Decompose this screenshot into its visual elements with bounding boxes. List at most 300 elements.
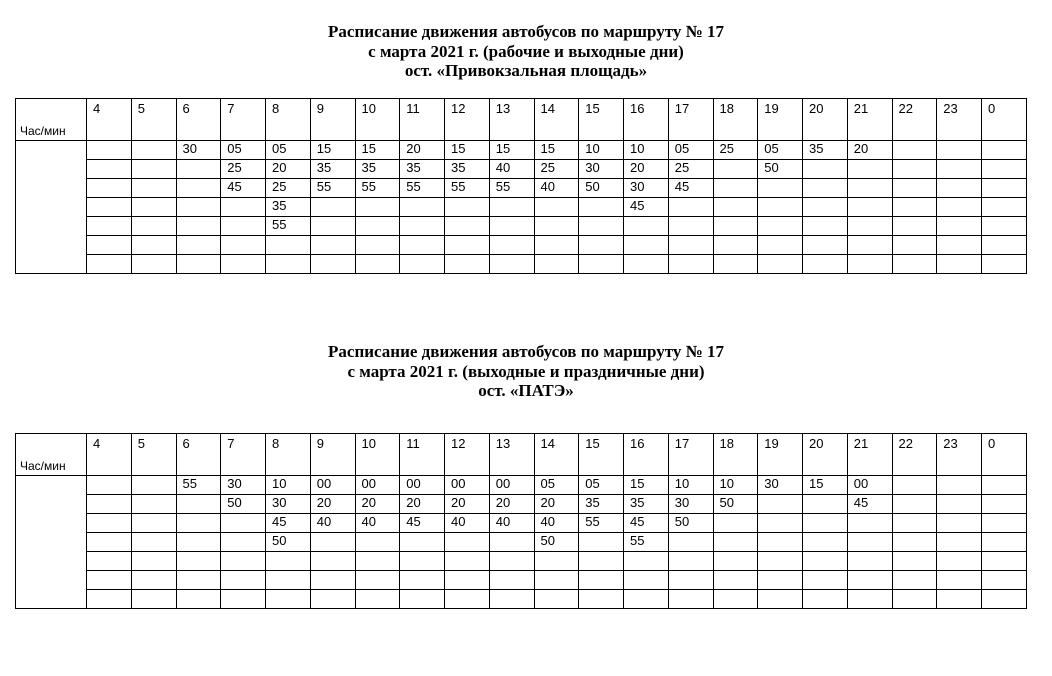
minute-cell (937, 533, 982, 552)
schedule-title-line-3: ост. «ПАТЭ» (478, 381, 574, 400)
minute-cell (176, 236, 221, 255)
minute-cell (713, 533, 758, 552)
minute-cell: 50 (266, 533, 311, 552)
minute-cell: 30 (668, 495, 713, 514)
minute-row (16, 217, 1027, 236)
schedule-title-line-3: ост. «Привокзальная площадь» (404, 61, 648, 80)
minute-cell (131, 198, 176, 217)
hour-minute-corner-label: Час/мин (16, 99, 87, 141)
minute-cell (937, 160, 982, 179)
minute-cell: 30 (266, 495, 311, 514)
minute-cell (624, 236, 669, 255)
hour-header-cell: 4 (87, 434, 132, 476)
minute-cell (579, 236, 624, 255)
minute-cell (982, 533, 1027, 552)
minute-cell: 10 (579, 141, 624, 160)
minute-cell (847, 255, 892, 274)
minute-cell (221, 533, 266, 552)
minute-cell (713, 217, 758, 236)
minute-cell (803, 179, 848, 198)
minute-cell (131, 217, 176, 236)
minute-cell: 15 (803, 476, 848, 495)
hour-minute-corner-label: Час/мин (16, 434, 87, 476)
minute-cell (713, 514, 758, 533)
minute-cell: 20 (534, 495, 579, 514)
minute-cell (266, 255, 311, 274)
minute-row (16, 476, 1027, 495)
minute-cell: 40 (534, 179, 579, 198)
minute-cell (579, 255, 624, 274)
minute-cell (131, 160, 176, 179)
hour-header-cell: 18 (713, 99, 758, 141)
minute-cell: 30 (579, 160, 624, 179)
minute-cell: 10 (713, 476, 758, 495)
minute-cell (489, 217, 534, 236)
minute-cell (758, 552, 803, 571)
minute-cell (400, 198, 445, 217)
minute-cell (310, 590, 355, 609)
minute-cell: 20 (445, 495, 490, 514)
hour-header-cell: 7 (221, 99, 266, 141)
minute-cell (445, 533, 490, 552)
minute-cell (355, 590, 400, 609)
row-label-cell (16, 141, 87, 274)
minute-cell (176, 160, 221, 179)
minute-cell: 40 (355, 514, 400, 533)
hour-header-cell: 0 (982, 99, 1027, 141)
hour-header-cell: 19 (758, 434, 803, 476)
minute-cell: 20 (266, 160, 311, 179)
minute-cell (131, 179, 176, 198)
minute-cell (131, 533, 176, 552)
minute-cell (176, 255, 221, 274)
minute-cell: 35 (310, 160, 355, 179)
minute-cell (176, 533, 221, 552)
hour-header-cell: 5 (131, 99, 176, 141)
minute-cell (803, 552, 848, 571)
minute-cell (87, 160, 132, 179)
minute-cell (668, 533, 713, 552)
hour-header-cell: 22 (892, 99, 937, 141)
hour-header-cell: 11 (400, 434, 445, 476)
minute-cell: 55 (445, 179, 490, 198)
minute-cell (221, 255, 266, 274)
minute-cell: 00 (445, 476, 490, 495)
hour-header-cell: 18 (713, 434, 758, 476)
minute-cell (668, 255, 713, 274)
minute-cell (131, 141, 176, 160)
minute-cell: 35 (355, 160, 400, 179)
minute-cell: 35 (803, 141, 848, 160)
minute-row (16, 198, 1027, 217)
minute-cell (489, 198, 534, 217)
minute-cell (803, 198, 848, 217)
minute-cell (355, 236, 400, 255)
minute-cell (937, 590, 982, 609)
minute-cell (892, 552, 937, 571)
minute-row (16, 160, 1027, 179)
minute-cell (176, 552, 221, 571)
minute-cell (803, 160, 848, 179)
schedule-title-line-1: Расписание движения автобусов по маршруту № 17 (328, 22, 724, 41)
minute-cell (176, 217, 221, 236)
minute-cell (713, 590, 758, 609)
minute-cell (847, 514, 892, 533)
minute-cell (310, 571, 355, 590)
minute-cell (668, 198, 713, 217)
hour-header-cell: 7 (221, 434, 266, 476)
minute-cell (937, 179, 982, 198)
minute-cell: 45 (221, 179, 266, 198)
hour-header-cell: 0 (982, 434, 1027, 476)
minute-cell (982, 514, 1027, 533)
minute-cell (892, 179, 937, 198)
minute-cell (892, 514, 937, 533)
minute-cell (803, 236, 848, 255)
hour-header-cell: 20 (803, 99, 848, 141)
minute-cell (87, 255, 132, 274)
minute-cell (445, 217, 490, 236)
hour-header-cell: 4 (87, 99, 132, 141)
minute-cell (803, 514, 848, 533)
minute-cell (892, 495, 937, 514)
minute-cell (400, 236, 445, 255)
minute-cell (534, 590, 579, 609)
minute-cell: 05 (579, 476, 624, 495)
minute-cell (847, 179, 892, 198)
schedule-title-line-2: с марта 2021 г. (рабочие и выходные дни) (368, 41, 684, 61)
minute-cell (310, 198, 355, 217)
minute-cell (445, 590, 490, 609)
minute-cell (624, 590, 669, 609)
hour-header-row (16, 434, 1027, 476)
minute-cell (937, 552, 982, 571)
minute-cell (400, 571, 445, 590)
minute-cell: 50 (668, 514, 713, 533)
minute-cell: 35 (400, 160, 445, 179)
minute-cell (758, 217, 803, 236)
minute-cell (982, 571, 1027, 590)
minute-cell (131, 514, 176, 533)
minute-cell (221, 590, 266, 609)
minute-cell (87, 179, 132, 198)
minute-cell: 50 (579, 179, 624, 198)
minute-cell (892, 141, 937, 160)
minute-cell: 50 (534, 533, 579, 552)
minute-cell (266, 590, 311, 609)
minute-cell (892, 571, 937, 590)
minute-cell: 20 (489, 495, 534, 514)
minute-cell: 00 (310, 476, 355, 495)
hour-header-cell: 16 (624, 434, 669, 476)
minute-cell (87, 141, 132, 160)
minute-row (16, 533, 1027, 552)
minute-row (16, 495, 1027, 514)
minute-cell (87, 514, 132, 533)
hour-header-cell: 19 (758, 99, 803, 141)
minute-cell (176, 514, 221, 533)
schedule-1 (0, 22, 1052, 81)
hour-header-cell: 15 (579, 434, 624, 476)
minute-row (16, 514, 1027, 533)
minute-cell (982, 495, 1027, 514)
minute-cell (534, 255, 579, 274)
minute-cell (758, 198, 803, 217)
minute-row (16, 179, 1027, 198)
minute-cell: 25 (668, 160, 713, 179)
minute-cell (803, 590, 848, 609)
minute-cell (445, 571, 490, 590)
minute-cell: 45 (624, 198, 669, 217)
minute-cell (937, 514, 982, 533)
minute-cell (176, 179, 221, 198)
minute-cell: 15 (445, 141, 490, 160)
hour-header-cell: 15 (579, 99, 624, 141)
minute-cell: 30 (221, 476, 266, 495)
minute-cell (355, 552, 400, 571)
minute-cell (668, 236, 713, 255)
minute-cell: 05 (668, 141, 713, 160)
minute-cell: 25 (221, 160, 266, 179)
minute-cell (579, 198, 624, 217)
minute-cell (87, 571, 132, 590)
hour-header-cell: 16 (624, 99, 669, 141)
minute-cell (87, 533, 132, 552)
minute-cell (624, 571, 669, 590)
minute-cell (579, 571, 624, 590)
hour-header-cell: 5 (131, 434, 176, 476)
minute-cell (579, 217, 624, 236)
minute-cell (847, 160, 892, 179)
minute-cell (847, 533, 892, 552)
schedule-table-1 (15, 98, 1027, 274)
minute-cell: 45 (400, 514, 445, 533)
minute-cell (758, 255, 803, 274)
minute-cell (803, 217, 848, 236)
hour-header-cell: 14 (534, 434, 579, 476)
minute-cell (937, 476, 982, 495)
minute-cell (982, 179, 1027, 198)
minute-cell (131, 495, 176, 514)
minute-cell (445, 552, 490, 571)
minute-cell (937, 571, 982, 590)
minute-cell (892, 533, 937, 552)
minute-cell (221, 198, 266, 217)
minute-cell (937, 198, 982, 217)
minute-cell: 00 (489, 476, 534, 495)
minute-cell: 30 (624, 179, 669, 198)
minute-cell (892, 590, 937, 609)
minute-cell: 20 (624, 160, 669, 179)
hour-header-cell: 13 (489, 99, 534, 141)
minute-cell: 20 (400, 495, 445, 514)
minute-cell (758, 179, 803, 198)
minute-cell (579, 590, 624, 609)
minute-cell: 20 (400, 141, 445, 160)
minute-cell (668, 552, 713, 571)
minute-cell (534, 198, 579, 217)
minute-cell: 40 (310, 514, 355, 533)
minute-cell (176, 571, 221, 590)
minute-cell (87, 590, 132, 609)
hour-header-cell: 20 (803, 434, 848, 476)
hour-header-cell: 11 (400, 99, 445, 141)
minute-cell (489, 571, 534, 590)
minute-cell (176, 495, 221, 514)
minute-cell (87, 476, 132, 495)
minute-cell: 20 (847, 141, 892, 160)
minute-cell: 35 (445, 160, 490, 179)
minute-cell: 40 (534, 514, 579, 533)
minute-cell (579, 552, 624, 571)
hour-header-cell: 21 (847, 434, 892, 476)
minute-cell (982, 590, 1027, 609)
minute-cell (937, 217, 982, 236)
schedule-title-line-1: Расписание движения автобусов по маршруту № 17 (328, 342, 724, 361)
minute-cell: 05 (758, 141, 803, 160)
minute-cell: 40 (489, 514, 534, 533)
minute-cell (982, 476, 1027, 495)
minute-cell (803, 571, 848, 590)
minute-cell (221, 217, 266, 236)
minute-cell (892, 236, 937, 255)
minute-cell: 20 (355, 495, 400, 514)
minute-cell (534, 552, 579, 571)
minute-cell: 00 (400, 476, 445, 495)
minute-cell: 35 (266, 198, 311, 217)
minute-cell (221, 571, 266, 590)
minute-row (16, 590, 1027, 609)
minute-cell (310, 236, 355, 255)
minute-cell (355, 198, 400, 217)
minute-cell (713, 160, 758, 179)
hour-header-cell: 8 (266, 434, 311, 476)
hour-header-cell: 8 (266, 99, 311, 141)
minute-cell: 25 (534, 160, 579, 179)
minute-cell (87, 495, 132, 514)
minute-cell (400, 533, 445, 552)
hour-header-cell: 9 (310, 99, 355, 141)
minute-cell (176, 198, 221, 217)
minute-cell (847, 590, 892, 609)
hour-header-row (16, 99, 1027, 141)
minute-cell: 55 (310, 179, 355, 198)
minute-cell: 05 (221, 141, 266, 160)
minute-cell (534, 571, 579, 590)
minute-cell: 40 (445, 514, 490, 533)
minute-cell (221, 514, 266, 533)
minute-cell (982, 217, 1027, 236)
minute-cell: 25 (266, 179, 311, 198)
minute-cell (758, 495, 803, 514)
hour-header-cell: 6 (176, 434, 221, 476)
minute-cell (266, 236, 311, 255)
hour-header-cell: 9 (310, 434, 355, 476)
minute-cell (400, 255, 445, 274)
minute-cell: 30 (758, 476, 803, 495)
hour-header-cell: 14 (534, 99, 579, 141)
minute-cell (892, 217, 937, 236)
minute-cell (892, 160, 937, 179)
minute-cell: 05 (266, 141, 311, 160)
minute-cell: 00 (355, 476, 400, 495)
minute-cell (87, 198, 132, 217)
minute-cell (982, 552, 1027, 571)
minute-cell (624, 255, 669, 274)
minute-cell (847, 198, 892, 217)
minute-cell (534, 236, 579, 255)
minute-cell (624, 552, 669, 571)
minute-cell (937, 255, 982, 274)
minute-cell (489, 552, 534, 571)
minute-cell (937, 236, 982, 255)
minute-row (16, 255, 1027, 274)
minute-cell (400, 217, 445, 236)
minute-row (16, 552, 1027, 571)
minute-cell (355, 217, 400, 236)
minute-cell (892, 198, 937, 217)
minute-cell: 35 (624, 495, 669, 514)
schedule-2 (0, 342, 1052, 401)
minute-cell: 55 (400, 179, 445, 198)
minute-cell (266, 552, 311, 571)
hour-header-cell: 17 (668, 99, 713, 141)
minute-cell: 40 (489, 160, 534, 179)
minute-cell (87, 217, 132, 236)
minute-cell: 45 (847, 495, 892, 514)
minute-cell (131, 590, 176, 609)
minute-cell (310, 552, 355, 571)
hour-header-cell: 12 (445, 99, 490, 141)
minute-cell (310, 217, 355, 236)
minute-cell: 15 (534, 141, 579, 160)
minute-cell: 45 (668, 179, 713, 198)
minute-cell (713, 255, 758, 274)
minute-cell (310, 255, 355, 274)
minute-cell (131, 236, 176, 255)
row-label-cell (16, 476, 87, 609)
minute-cell (937, 495, 982, 514)
minute-cell (131, 571, 176, 590)
minute-cell: 05 (534, 476, 579, 495)
minute-cell (758, 590, 803, 609)
schedule-title-line-2: с марта 2021 г. (выходные и праздничные дни) (347, 361, 705, 381)
minute-cell (221, 236, 266, 255)
minute-cell (758, 571, 803, 590)
minute-row (16, 236, 1027, 255)
minute-row (16, 571, 1027, 590)
minute-cell: 45 (624, 514, 669, 533)
minute-cell (803, 255, 848, 274)
minute-cell: 55 (489, 179, 534, 198)
minute-cell (266, 571, 311, 590)
minute-cell (847, 236, 892, 255)
hour-header-cell: 13 (489, 434, 534, 476)
minute-cell (937, 141, 982, 160)
minute-cell (803, 533, 848, 552)
minute-cell (668, 217, 713, 236)
minute-cell: 00 (847, 476, 892, 495)
minute-cell (355, 533, 400, 552)
hour-header-cell: 12 (445, 434, 490, 476)
minute-cell (87, 236, 132, 255)
minute-cell (982, 160, 1027, 179)
minute-cell (713, 552, 758, 571)
minute-cell (400, 590, 445, 609)
minute-cell: 35 (579, 495, 624, 514)
minute-cell (131, 255, 176, 274)
minute-cell: 15 (310, 141, 355, 160)
